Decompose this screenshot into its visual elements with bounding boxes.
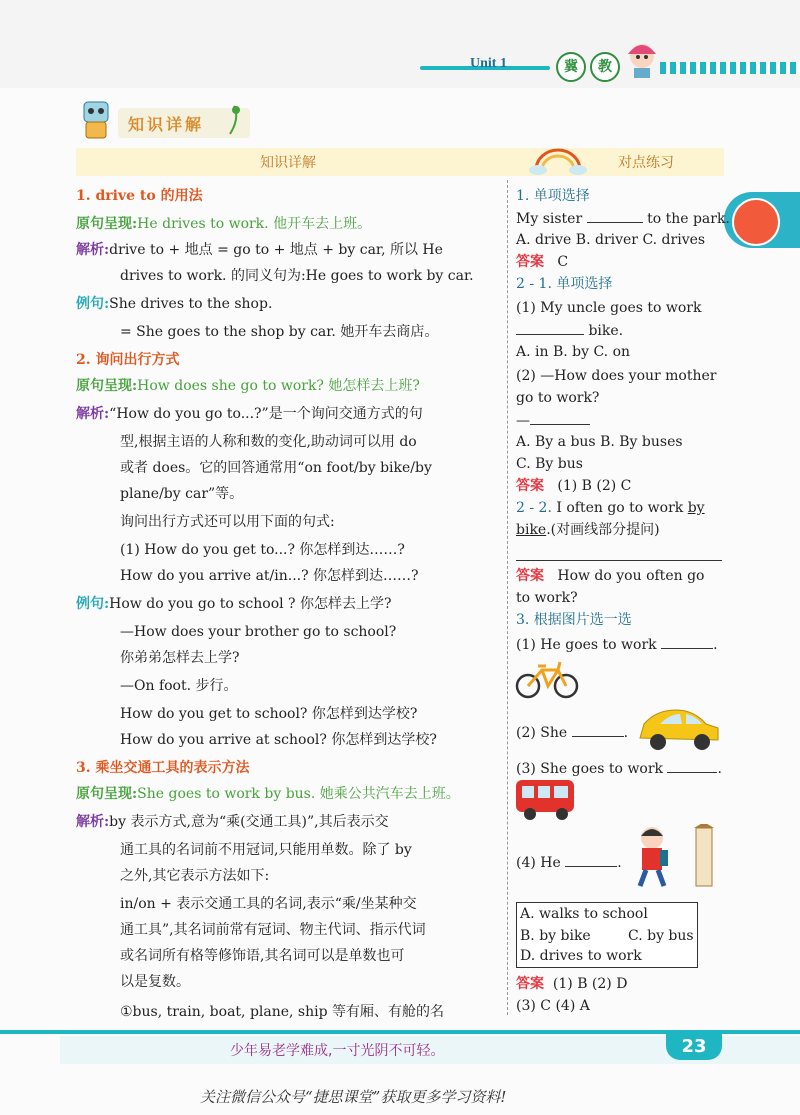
q2-2-answer-cont: to work? [516, 590, 578, 606]
answer-label: 答案 [516, 254, 544, 270]
q1-stem-end: to the park. [647, 211, 730, 227]
answer-blank[interactable] [661, 634, 713, 649]
q3-item-3: (3) She goes to work [516, 761, 664, 777]
text-line: “How do you go to...?”是一个询问交通方式的句 [109, 406, 423, 422]
text-line: (2) —How does your mother [516, 368, 717, 384]
text-line: She drives to the shop. [109, 296, 273, 312]
page-number: 23 [666, 1034, 722, 1060]
badge-jiao: 教 [590, 52, 620, 82]
answer-line[interactable] [516, 560, 722, 561]
text-line: drive to + 地点 = go to + 地点 + by car, 所以 He [109, 242, 443, 258]
text-line: How do you arrive at school? 你怎样到达学校? [120, 732, 437, 748]
bicycle-icon [514, 656, 580, 700]
text-line: 通工具”,其名词前常有冠词、物主代词、指示代词 [120, 922, 426, 938]
answer-blank[interactable] [572, 722, 624, 737]
text-line: (1) How do you get to...? 你怎样到达……? [120, 542, 405, 558]
text-line: 或者 does。它的回答通常用“on foot/by bike/by [120, 460, 432, 476]
text-line: 以是复数。 [120, 974, 190, 990]
q2-1-options: A. in B. by C. on [516, 344, 631, 360]
bus-icon [514, 776, 578, 822]
heading-1: 1. drive to 的用法 [76, 188, 203, 204]
q1-stem: My sister [516, 211, 583, 227]
text-line: (1) My uncle goes to work [516, 300, 702, 316]
mascot-girl-icon [620, 36, 664, 80]
option-c: C. by bus [628, 928, 694, 944]
q3-answer-2: (3) C (4) A [516, 998, 590, 1014]
q3-answer-1: (1) B (2) D [552, 976, 628, 992]
unit-label: Unit 1 [470, 56, 507, 71]
q3-title: 3. 根据图片选一选 [516, 612, 632, 628]
page-header [0, 0, 800, 88]
option-d: D. drives to work [520, 948, 642, 964]
text-line: ①bus, train, boat, plane, ship 等有厢、有舱的名 [120, 1004, 445, 1020]
q3-item-2: (2) She [516, 725, 568, 741]
q2-1-options: C. By bus [516, 456, 583, 472]
q2-1-answer: (1) B (2) C [557, 478, 632, 494]
text-line: in/on + 表示交通工具的名词,表示“乘/坐某种交 [120, 896, 417, 912]
original-sentence: He drives to work. 他开车去上班。 [137, 216, 372, 232]
label: 例句: [76, 596, 110, 612]
label: 例句: [76, 296, 110, 312]
fox-mascot-icon [732, 198, 780, 246]
text-line: .(对画线部分提问) [546, 522, 660, 538]
text-line: How do you go to school ? 你怎样去上学? [109, 596, 392, 612]
q1-options: A. drive B. driver C. drives [516, 232, 706, 248]
band-left-title: 知识详解 [260, 155, 316, 171]
robot-mascot-icon [76, 98, 116, 142]
header-checker-strip [660, 62, 800, 74]
text-line: 型,根据主语的人称和数的变化,助动词可以用 do [120, 434, 417, 450]
q2-1-title: 2 - 1. 单项选择 [516, 276, 613, 292]
text-line: 之外,其它表示方法如下: [120, 868, 270, 884]
boy-walking-to-school-icon [626, 824, 720, 892]
text-line: drives to work. 的同义句为:He goes to work by car. [120, 268, 474, 284]
q1-answer: C [557, 254, 569, 270]
footer-motto: 少年易老学难成,一寸光阴不可轻。 [230, 1043, 445, 1059]
text-line: 通工具的名词前不用冠词,只能用单数。除了 by [120, 842, 412, 858]
q2-1-options: A. By a bus B. By buses [516, 434, 683, 450]
q2-2-title: 2 - 2. [516, 500, 552, 516]
label: 原句呈现: [76, 786, 138, 802]
text-line: —How does your brother go to school? [120, 624, 397, 640]
text-line: I often go to work [556, 500, 684, 516]
answer-label: 答案 [516, 976, 544, 992]
text-line: 询问出行方式还可以用下面的句式: [120, 514, 335, 530]
option-b: B. by bike [520, 928, 591, 944]
option-a: A. walks to school [520, 906, 648, 922]
text-line: How do you get to school? 你怎样到达学校? [120, 706, 418, 722]
answer-blank[interactable] [667, 758, 717, 773]
text-line: plane/by car”等。 [120, 486, 244, 502]
label: 解析: [76, 242, 110, 258]
original-sentence: She goes to work by bus. 她乘公共汽车去上班。 [137, 786, 460, 802]
text-line: bike. [588, 323, 624, 339]
underlined-word: bike [516, 522, 547, 538]
badge-ji: 冀 [556, 52, 586, 82]
label: 解析: [76, 406, 110, 422]
answer-label: 答案 [516, 478, 544, 494]
band-right-title: 对点练习 [618, 155, 674, 171]
watermark-text: 关注微信公众号“捷思课堂”获取更多学习资料! [200, 1088, 507, 1106]
q2-2-answer: How do you often go [557, 568, 705, 584]
leaf-decoration-icon [226, 104, 250, 138]
dash: — [516, 413, 530, 429]
answer-blank[interactable] [516, 320, 584, 335]
answer-blank[interactable] [565, 852, 617, 867]
heading-2: 2. 询问出行方式 [76, 352, 180, 368]
label: 解析: [76, 814, 110, 830]
label: 原句呈现: [76, 378, 138, 394]
car-icon [636, 702, 722, 752]
column-divider [507, 180, 508, 1015]
answer-blank[interactable] [587, 208, 643, 223]
label: 原句呈现: [76, 216, 138, 232]
text-line: —On foot. 步行。 [120, 678, 238, 694]
answer-label: 答案 [516, 568, 544, 584]
heading-3: 3. 乘坐交通工具的表示方法 [76, 760, 250, 776]
q1-title: 1. 单项选择 [516, 188, 590, 204]
text-line: 你弟弟怎样去上学? [120, 650, 240, 666]
answer-blank[interactable] [530, 410, 590, 425]
section-title: 知识详解 [128, 115, 205, 134]
underlined-word: by [687, 500, 705, 516]
q3-item-4: (4) He [516, 855, 561, 871]
text-line: by 表示方式,意为“乘(交通工具)”,其后表示交 [109, 814, 389, 830]
q3-item-1: (1) He goes to work [516, 637, 657, 653]
text-line: How do you arrive at/in...? 你怎样到达……? [120, 568, 419, 584]
rainbow-cloud-icon [528, 146, 588, 176]
original-sentence: How does she go to work? 她怎样去上班? [137, 378, 420, 394]
text-line: = She goes to the shop by car. 她开车去商店。 [120, 324, 439, 340]
text-line: go to work? [516, 390, 600, 406]
text-line: 或名词所有格等修饰语,其名词可以是单数也可 [120, 948, 405, 964]
